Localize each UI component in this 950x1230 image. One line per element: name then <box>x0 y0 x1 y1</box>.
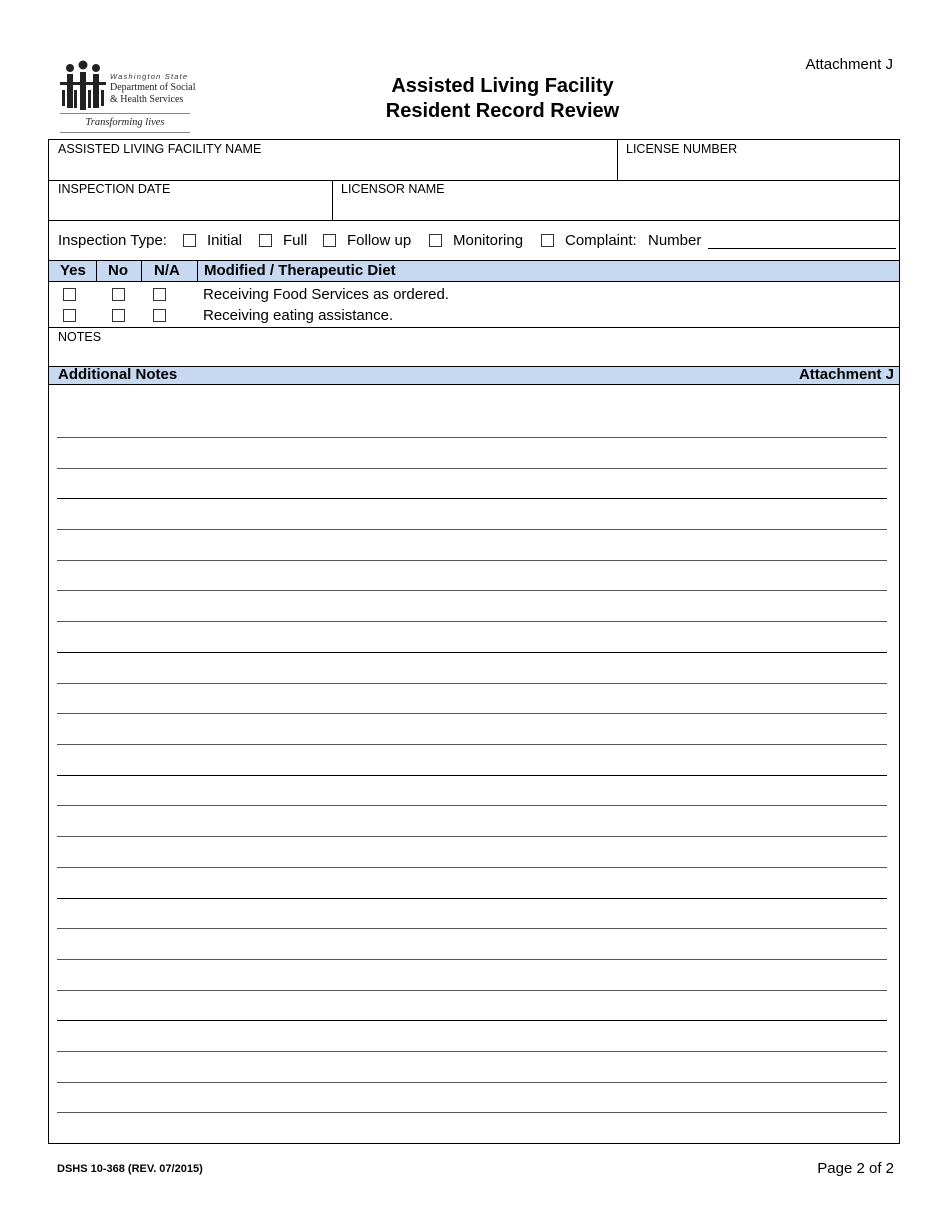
full-checkbox[interactable] <box>259 234 272 247</box>
note-line <box>57 1020 887 1021</box>
note-line <box>57 1051 887 1052</box>
note-line <box>57 713 887 714</box>
note-line <box>57 990 887 991</box>
monitoring-option-label: Monitoring <box>453 232 524 249</box>
yes-column-header: Yes <box>60 262 86 279</box>
note-line <box>57 529 887 530</box>
note-line <box>57 652 887 653</box>
license-number-label: LICENSE NUMBER <box>626 142 738 156</box>
inspection-date-field[interactable] <box>57 196 331 218</box>
licensor-name-field[interactable] <box>341 196 891 218</box>
notes-field[interactable] <box>57 344 893 364</box>
note-line <box>57 898 887 899</box>
note-line <box>57 744 887 745</box>
facility-name-field[interactable] <box>57 156 613 178</box>
follow-up-checkbox[interactable] <box>323 234 336 247</box>
logo-divider-bottom <box>60 132 190 133</box>
additional-notes-attachment: Attachment J <box>798 366 894 383</box>
dshs-logo-icon <box>58 60 108 112</box>
note-line <box>57 560 887 561</box>
note-line <box>57 1082 887 1083</box>
note-line <box>57 621 887 622</box>
title-line-2: Resident Record Review <box>385 100 620 122</box>
facility-name-label: ASSISTED LIVING FACILITY NAME <box>58 142 262 156</box>
diet-column-header: Modified / Therapeutic Diet <box>204 262 396 279</box>
note-line <box>57 867 887 868</box>
attachment-label: Attachment J <box>805 56 893 73</box>
eating-assistance-yes-checkbox[interactable] <box>63 309 76 322</box>
note-line <box>57 836 887 837</box>
licensor-name-label: LICENSOR NAME <box>341 182 445 196</box>
logo-divider <box>60 113 190 114</box>
initial-checkbox[interactable] <box>183 234 196 247</box>
license-number-field[interactable] <box>625 156 891 178</box>
complaint-number-field[interactable] <box>708 233 896 249</box>
food-services-row-label: Receiving Food Services as ordered. <box>203 286 449 303</box>
inspection-date-label: INSPECTION DATE <box>58 182 171 196</box>
additional-notes-area[interactable] <box>57 390 893 1130</box>
note-line <box>57 590 887 591</box>
logo-state-text: Washington State <box>110 72 189 81</box>
note-line <box>57 683 887 684</box>
complaint-number-label: Number <box>648 232 702 249</box>
inspection-type-label: Inspection Type: <box>58 232 167 249</box>
complaint-option-label: Complaint: <box>565 232 637 249</box>
notes-label: NOTES <box>58 330 102 344</box>
note-line <box>57 437 887 438</box>
eating-assistance-na-checkbox[interactable] <box>153 309 166 322</box>
food-services-na-checkbox[interactable] <box>153 288 166 301</box>
form-frame <box>48 139 900 1144</box>
note-line <box>57 928 887 929</box>
no-column-header: No <box>108 262 128 279</box>
page-number: Page 2 of 2 <box>817 1160 894 1177</box>
logo-tagline: Transforming lives <box>85 117 165 128</box>
note-line <box>57 959 887 960</box>
food-services-no-checkbox[interactable] <box>112 288 125 301</box>
logo-department-text-2: & Health Services <box>110 94 184 105</box>
monitoring-checkbox[interactable] <box>429 234 442 247</box>
note-line <box>57 805 887 806</box>
eating-assistance-row-label: Receiving eating assistance. <box>203 307 394 324</box>
food-services-yes-checkbox[interactable] <box>63 288 76 301</box>
title-line-1: Assisted Living Facility <box>391 75 614 97</box>
full-option-label: Full <box>283 232 308 249</box>
note-line <box>57 775 887 776</box>
complaint-checkbox[interactable] <box>541 234 554 247</box>
logo-department-text: Department of Social <box>110 82 196 93</box>
na-column-header: N/A <box>154 262 180 279</box>
note-line <box>57 1112 887 1113</box>
form-id: DSHS 10-368 (REV. 07/2015) <box>57 1163 203 1175</box>
additional-notes-title: Additional Notes <box>58 366 178 383</box>
note-line <box>57 498 887 499</box>
initial-option-label: Initial <box>207 232 243 249</box>
eating-assistance-no-checkbox[interactable] <box>112 309 125 322</box>
page-title <box>300 74 705 124</box>
note-line <box>57 468 887 469</box>
follow-up-option-label: Follow up <box>347 232 412 249</box>
